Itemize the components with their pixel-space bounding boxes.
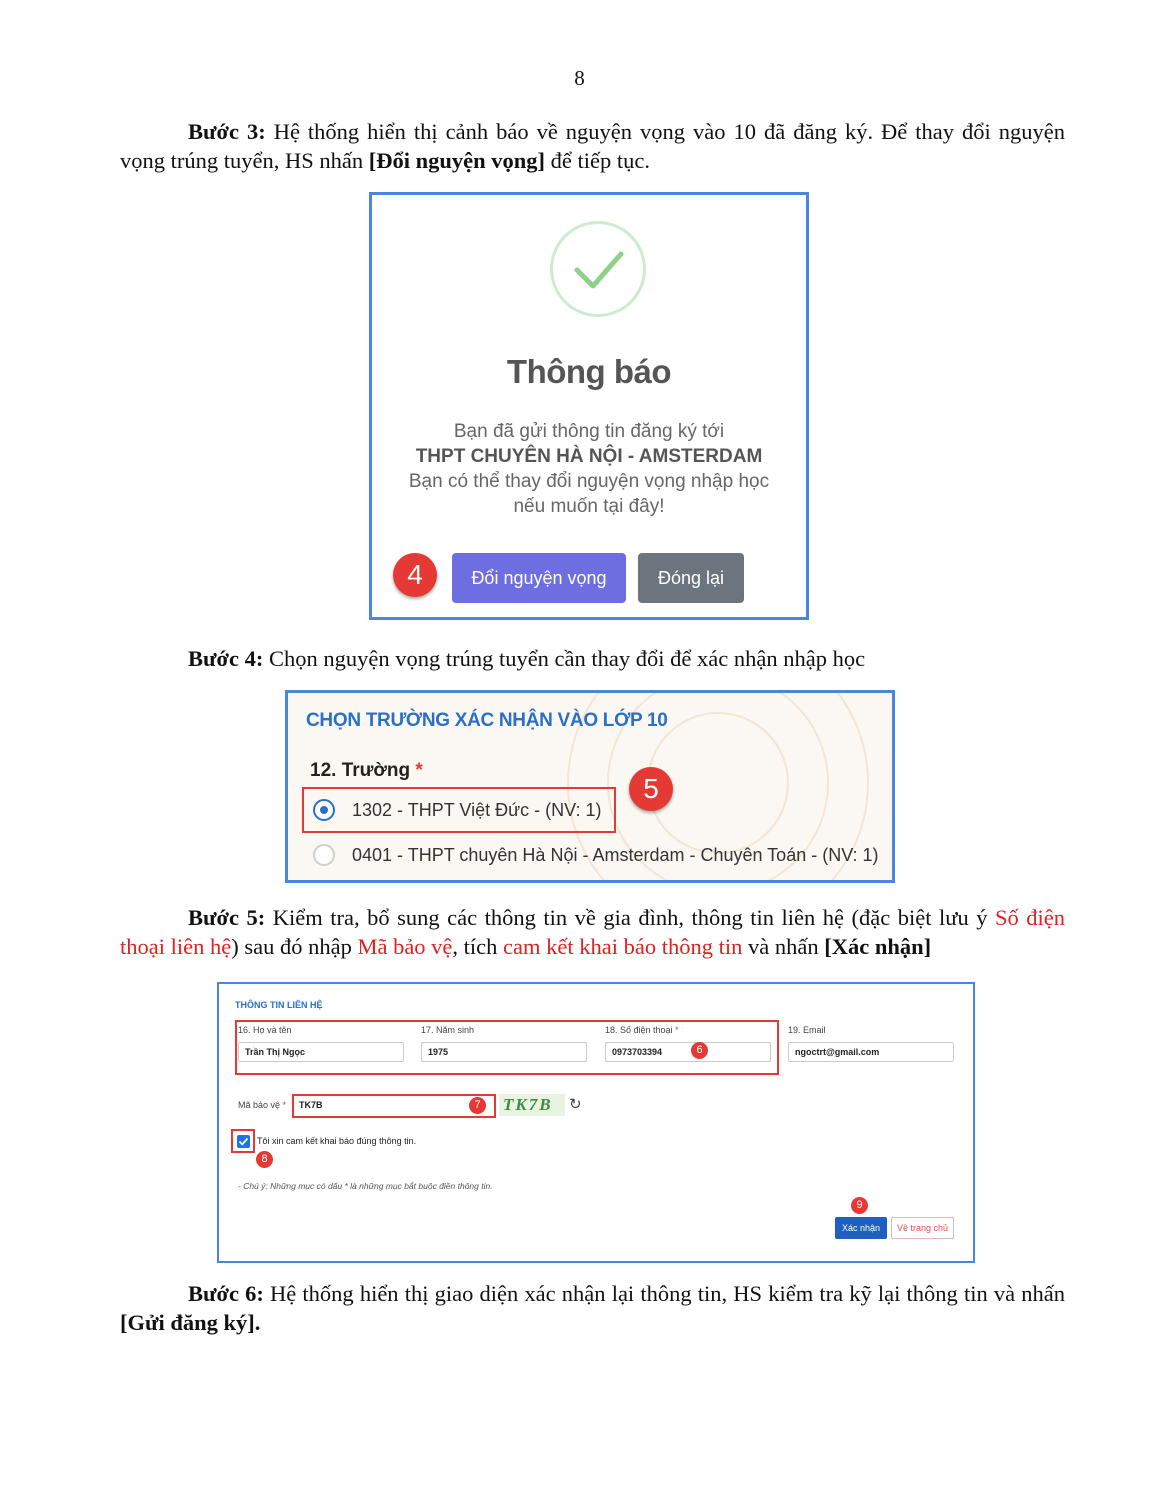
school-select-panel xyxy=(285,690,895,883)
field-label-email: 19. Email xyxy=(788,1025,826,1035)
step5-text2: ) sau đó nhập xyxy=(231,934,358,959)
step5-paragraph xyxy=(120,903,1065,961)
step5-red2: Mã bảo vệ xyxy=(357,934,453,959)
dialog-school: THPT CHUYÊN HÀ NỘI - AMSTERDAM xyxy=(415,446,763,467)
commit-label[interactable]: Tôi xin cam kết khai báo đúng thông tin. xyxy=(257,1136,417,1146)
step3-text-end: để tiếp tục. xyxy=(545,148,650,173)
step6-action: [Gửi đăng ký]. xyxy=(120,1310,261,1335)
commit-checkbox[interactable] xyxy=(237,1135,250,1148)
captcha-image: TK7B xyxy=(499,1094,565,1116)
school-select-heading: CHỌN TRƯỜNG XÁC NHẬN VÀO LỚP 10 xyxy=(306,710,668,731)
success-check-icon xyxy=(550,221,646,317)
fullname-input[interactable]: Trần Thị Ngọc xyxy=(238,1042,404,1062)
step5-red1: Số điện thoại liên hệ xyxy=(120,905,1065,959)
close-button[interactable]: Đóng lại xyxy=(638,553,744,603)
step5-action: [Xác nhận] xyxy=(824,934,932,959)
email-input[interactable]: ngoctrt@gmail.com xyxy=(788,1042,954,1062)
contact-section-title: THÔNG TIN LIÊN HỆ xyxy=(235,1000,323,1010)
step6-label: Bước 6: xyxy=(188,1281,264,1306)
field-label-birthyear: 17. Năm sinh xyxy=(421,1025,475,1035)
step3-text: Hệ thống hiển thị cảnh báo về nguyện vọng vào 10 đã đăng ký. Để thay đổi nguyện vọng trúng tuyển, HS nhấn xyxy=(120,119,1065,173)
phone-input[interactable]: 0973703394 xyxy=(605,1042,771,1062)
change-choice-button[interactable]: Đổi nguyện vọng xyxy=(452,553,626,603)
radio-option-1[interactable] xyxy=(313,799,335,821)
step4-text: Chọn nguyện vọng trúng tuyển cần thay đổi để xác nhận nhập học xyxy=(263,646,866,671)
field-label-phone: 18. Số điện thoại * xyxy=(605,1025,679,1035)
step6-paragraph xyxy=(120,1279,1065,1337)
captcha-input[interactable]: TK7B xyxy=(295,1097,493,1115)
field-label-fullname: 16. Họ và tên xyxy=(238,1025,292,1035)
captcha-label: Mã bảo vệ * xyxy=(238,1100,287,1110)
contact-form-panel xyxy=(217,982,975,1263)
home-button[interactable]: Về trang chủ xyxy=(891,1217,954,1239)
step5-text1: Kiểm tra, bổ sung các thông tin về gia đình, thông tin liên hệ (đặc biệt lưu ý xyxy=(265,905,995,930)
dialog-line3: Bạn có thể thay đổi nguyện vọng nhập học xyxy=(408,471,770,492)
step-badge-9: 9 xyxy=(851,1197,868,1214)
step-badge-5: 5 xyxy=(629,767,673,811)
step-badge-8: 8 xyxy=(256,1151,273,1168)
step5-label: Bước 5: xyxy=(188,905,266,930)
option-2-label[interactable]: 0401 - THPT chuyên Hà Nội - Amsterdam - Chuyên Toán - (NV: 1) xyxy=(352,845,879,865)
option-1-label[interactable]: 1302 - THPT Việt Đức - (NV: 1) xyxy=(352,800,602,820)
step3-paragraph xyxy=(120,117,1065,175)
dialog-title: Thông báo xyxy=(506,353,672,390)
school-field-label: 12. Trường * xyxy=(310,760,423,781)
refresh-captcha-icon[interactable]: ↻ xyxy=(569,1096,582,1113)
dialog-line4: nếu muốn tại đây! xyxy=(513,496,665,517)
step4-label: Bước 4: xyxy=(188,646,264,671)
step4-paragraph xyxy=(120,644,1065,673)
step6-text: Hệ thống hiển thị giao diện xác nhận lại thông tin, HS kiểm tra kỹ lại thông tin và nhấn xyxy=(263,1281,1065,1306)
notification-dialog xyxy=(369,192,809,620)
step-badge-6: 6 xyxy=(691,1042,708,1059)
page-number: 8 xyxy=(574,66,585,90)
step5-red3: cam kết khai báo thông tin xyxy=(503,934,743,959)
birthyear-input[interactable]: 1975 xyxy=(421,1042,587,1062)
step3-action: [Đổi nguyện vọng] xyxy=(368,148,546,173)
confirm-button[interactable]: Xác nhận xyxy=(835,1217,887,1239)
radio-option-2[interactable] xyxy=(313,844,335,866)
step3-label: Bước 3: xyxy=(188,119,266,144)
step5-text3: , tích xyxy=(452,934,504,959)
required-note: - Chú ý: Những mục có dấu * là những mục bắt buộc điền thông tin. xyxy=(238,1181,493,1191)
step-badge-7: 7 xyxy=(469,1097,486,1114)
step-badge-4: 4 xyxy=(393,553,437,597)
dialog-line1: Bạn đã gửi thông tin đăng ký tới xyxy=(453,421,725,442)
step5-text4: và nhấn xyxy=(742,934,825,959)
